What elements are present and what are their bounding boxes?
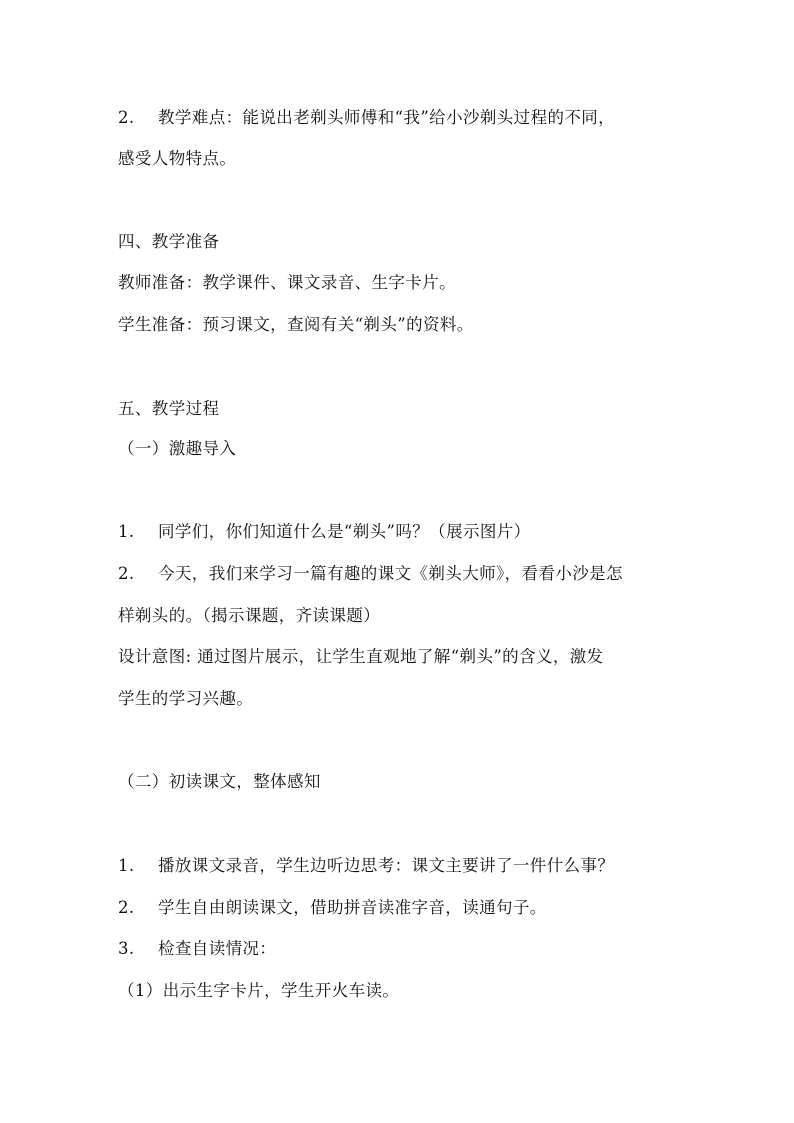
item-number: 2. — [118, 564, 135, 583]
difficulty-paragraph-line-1 — [118, 107, 698, 129]
reading-item-3-sub-1: （1）出示生字卡片，学生开火车读。 — [118, 981, 400, 1000]
intro-item-2-text: 今天，我们来学习一篇有趣的课文《剃头大师》，看看小沙是怎 — [158, 564, 623, 583]
design-intent-line-2: 学生的学习兴趣。 — [118, 689, 254, 708]
reading-item-2 — [118, 897, 698, 919]
reading-item-3 — [118, 938, 698, 960]
reading-item-3-text: 检查自读情况： — [158, 939, 277, 958]
design-intent-line-1: 设计意图: 通过图片展示，让学生直观地了解“剃头”的含义，激发 — [118, 647, 604, 666]
item-number: 2. — [118, 898, 135, 917]
intro-item-1-text: 同学们，你们知道什么是“剃头”吗？（展示图片） — [158, 522, 531, 541]
teacher-preparation: 教师准备：教学课件、课文录音、生字卡片。 — [118, 273, 456, 292]
difficulty-paragraph-line-2: 感受人物特点。 — [118, 149, 237, 168]
intro-item-2-line-1 — [118, 563, 698, 585]
subsection-1-heading: （一）激趣导入 — [118, 439, 237, 458]
reading-item-1-text: 播放课文录音，学生边听边思考：课文主要讲了一件什么事？ — [158, 856, 615, 875]
item-number: 1. — [118, 856, 135, 875]
difficulty-text: 教学难点：能说出老剃头师傅和“我”给小沙剃头过程的不同， — [158, 108, 616, 127]
student-preparation: 学生准备：预习课文，查阅有关“剃头”的资料。 — [118, 315, 474, 334]
reading-item-2-text: 学生自由朗读课文，借助拼音读准字音，读通句子。 — [158, 898, 547, 917]
item-number: 3. — [118, 939, 135, 958]
section-4-heading: 四、教学准备 — [118, 232, 220, 251]
section-5-heading: 五、教学过程 — [118, 399, 220, 418]
subsection-2-heading: （二）初读课文，整体感知 — [118, 772, 321, 791]
intro-item-1 — [118, 521, 698, 543]
item-number: 1. — [118, 522, 135, 541]
reading-item-1 — [118, 855, 698, 877]
intro-item-2-line-2: 样剃头的。（揭示课题，齐读课题） — [118, 606, 381, 625]
item-number: 2. — [118, 108, 135, 127]
